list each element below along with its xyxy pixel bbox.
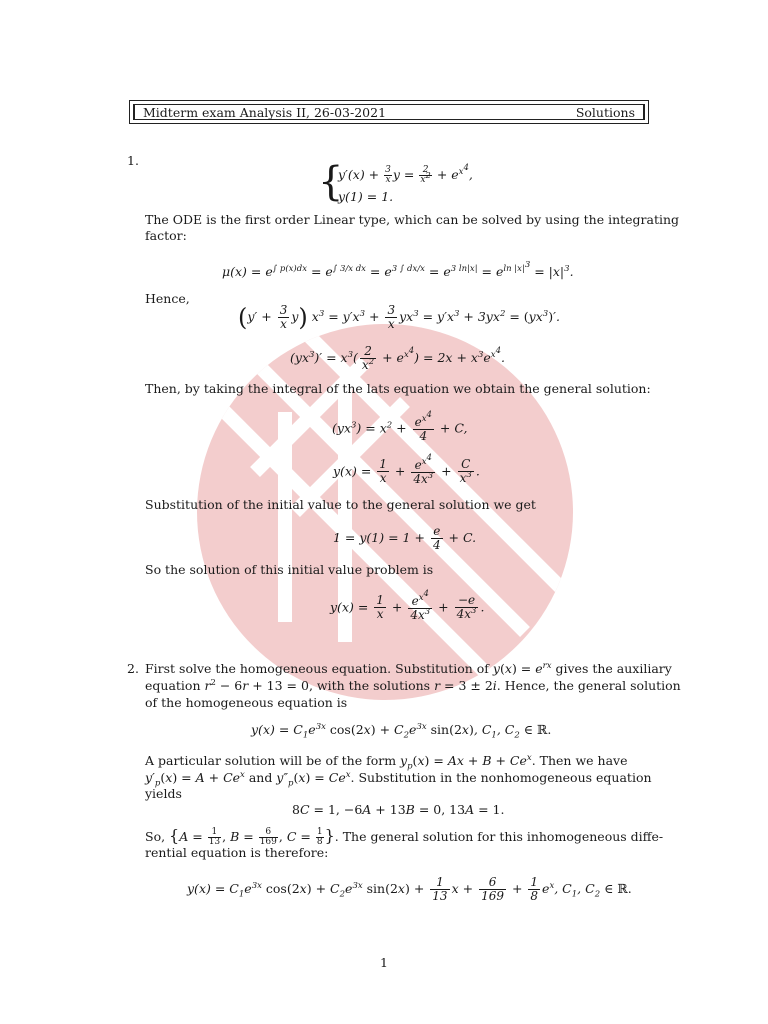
general-solution-2: y(x) = $\frac{1}{x}$ + $\frac{e^{x^4}}{4x^3}$ + $\frac{C}{x^3}$ . [333, 453, 480, 486]
ivp-solution: y(x) = $\frac{1}{x}$ + $\frac{e^{x^4}}{4x^3}$ + $\frac{-e}{4x^3}$ . [330, 589, 485, 622]
problem2-line3: of the homogeneous equation is [145, 695, 348, 710]
header-solutions: Solutions [575, 104, 635, 120]
hence-equation-1: (y′ + $\frac{3}{x}$ y) $x^3 = y'x^3$ + $\frac{3}{x}$ $yx^3 = y'x^3 + 3yx^2 = (yx^3)'$. [238, 303, 560, 332]
coefficient-equations: 8C = 1, −6A + 13B = 0, 13A = 1. [292, 802, 505, 817]
so-coefficients-line: So, {A = $\frac{1}{13}$ , B = $\frac{6}{169}$ , C = $\frac{1}{8}$ }. The general solution for this inhomogeneous diffe- [145, 826, 664, 847]
so-text: So the solution of this initial value problem is [145, 562, 434, 577]
problem1-intro-2: factor: [145, 228, 187, 243]
problem1-intro: The ODE is the first order Linear type, which can be solved by using the integrating [145, 212, 680, 227]
header-box [129, 100, 649, 124]
substitution-text: Substitution of the initial value to the general solution we get [145, 497, 536, 512]
system-line2: y(1) = 1. [338, 189, 394, 204]
mu-equation: $\mu(x) = e^{\int p(x)dx} = e^{\int 3/x dx} = e^{3 \int dx/x} = e^{3 ln|x|} = e^{ln |x|^3} = |x|^3$. [222, 260, 574, 279]
problem2-line1: First solve the homogeneous equation. Substitution of $y(x) = e^{rx}$ gives the auxiliary [145, 660, 672, 676]
homogeneous-solution: $y(x) = C_1e^{3x}$ $\cos(2x) + C_2e^{3x}$ sin(2x), $C_1$, $C_2$ ∈ ℝ. [251, 721, 552, 741]
problem1-number: 1. [127, 153, 139, 168]
hence-equation-2: $(yx^3)' = x^3$( $\frac{2}{x^2}$ + $e^{x^4}) = 2x + x^3e^{x^4}$. [290, 344, 505, 372]
particular-line3: yields [145, 786, 182, 801]
page-number: 1 [380, 955, 388, 970]
particular-line1: A particular solution will be of the form $y_p(x) = Ax + B + Ce^x$. Then we have [145, 752, 628, 772]
problem2-line2: equation $r^2 - 6r + 13 = 0$, with the solutions r = 3 ± 2i. Hence, the general solution [145, 677, 681, 693]
particular-line2: $y'_p(x) = A + Ce^x$ and $y''_p(x) = Ce^x$. Substitution in the nonhomogeneous equation [145, 769, 652, 789]
header-title: Midterm exam Analysis II, 26-03-2021 [143, 104, 387, 120]
initial-value-equation: 1 = y(1) = 1 + $\frac{e}{4}$ + C. [333, 524, 477, 552]
general-solution-1: $(yx^3) = x^2$ + $\frac{e^{x^4}}{4}$ + C, [332, 410, 468, 443]
hence-label: Hence, [145, 291, 190, 306]
final-general-solution: $y(x) = C_1e^{3x}$ $\cos(2x) + C_2e^{3x}$ sin(2x) + $\frac{1}{13}$ x + $\frac{6}{169}$ + $\frac{1}{8}$ $e^x$, $C_1$, $C_2$ ∈ ℝ. [187, 875, 632, 903]
problem2-number: 2. [127, 661, 139, 676]
so-coefficients-line2: rential equation is therefore: [145, 845, 329, 860]
system-brace: { [318, 159, 344, 205]
then-text: Then, by taking the integral of the lats equation we obtain the general solution: [145, 381, 651, 396]
system-line1: y′(x) + $\frac{3}{x}$ y = $\frac{2}{x^2}$ + $e^{x^4}$, [338, 163, 473, 185]
